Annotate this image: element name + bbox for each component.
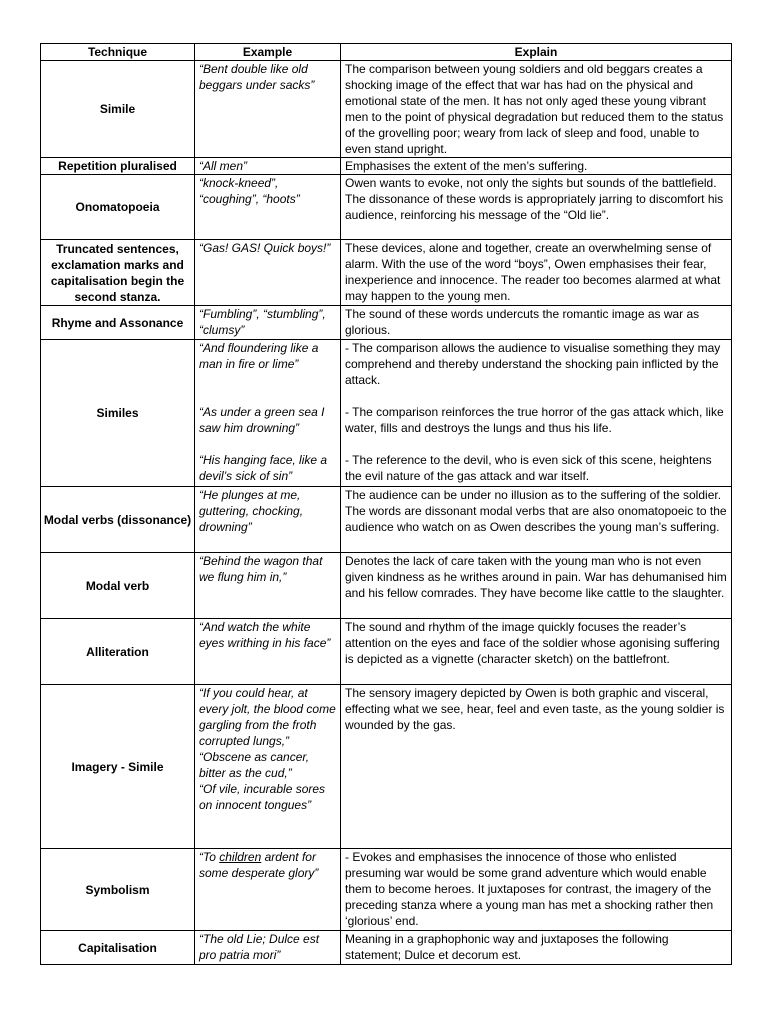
example-cell [195,849,341,931]
explain-text: The comparison between young soldiers and old beggars creates a shocking image of the effect that war has had on the physical and emotional state of the men. It has not only aged these young vibrant men to the point of physical degradation but reduced them to the status of the grovelling poor; weary from lack of sleep and food, unable to even stand upright. [345,62,724,156]
technique-cell: Symbolism [41,849,195,931]
example-cell [195,931,341,965]
technique-cell: Repetition pluralised [41,158,195,175]
explain-cell [341,685,732,849]
explain-text: Denotes the lack of care taken with the young man who is not even given kindness as he writhes around in pain. War has dehumanised him and his fellow comrades. They have become like cattle to the slaughter. [345,554,727,600]
header-explain: Explain [341,44,732,61]
example-text: “If you could hear, at every jolt, the blood come gargling from the froth corrupted lungs,” [199,686,336,748]
underlined-word: children [219,850,262,864]
technique-cell: Truncated sentences, exclamation marks and capitalisation begin the second stanza. [41,240,195,306]
explain-text: The sound of these words undercuts the romantic image as war as glorious. [345,307,700,337]
example-cell [195,487,341,553]
example-cell [195,553,341,619]
example-text [199,849,336,881]
explain-cell [341,61,732,158]
spacer [199,436,336,452]
example-cell [195,340,341,487]
table-row [41,849,732,931]
table-row [41,685,732,849]
example-cell [195,619,341,685]
technique-cell: Rhyme and Assonance [41,306,195,340]
explain-cell [341,849,732,931]
explain-text: The sensory imagery depicted by Owen is both graphic and visceral, effecting what we see, hear, feel and even taste, as the young soldier is wounded by the gas. [345,686,725,732]
explain-text: - The comparison allows the audience to visualise something they may comprehend and thereby understand the shocking pain inflicted by the attack. [345,341,721,387]
technique-cell: Alliteration [41,619,195,685]
explain-text: The audience can be under no illusion as to the suffering of the soldier. The words are dissonant modal verbs that are also onomatopoeic to the audience who watch on as Owen describes the young man’s suffering. [345,488,727,534]
explain-text: Emphasises the extent of the men’s suffering. [345,159,588,173]
header-example: Example [195,44,341,61]
table-row [41,619,732,685]
explain-cell [341,487,732,553]
example-text: “He plunges at me, guttering, chocking, drowning” [199,488,304,534]
example-cell [195,685,341,849]
table-row [41,240,732,306]
example-cell [195,61,341,158]
technique-cell: Modal verbs (dissonance) [41,487,195,553]
example-text: “knock-kneed”, “coughing”, “hoots” [199,176,300,206]
table-row [41,931,732,965]
page [40,43,731,965]
table-row [41,487,732,553]
example-cell [195,175,341,240]
example-text: “Bent double like old beggars under sacks” [199,62,315,92]
explain-cell [341,340,732,487]
analysis-table [40,43,732,965]
explain-cell [341,619,732,685]
explain-text: - The comparison reinforces the true horror of the gas attack which, like water, fills and destroys the lungs and thus his life. [345,405,724,435]
explain-text: Owen wants to evoke, not only the sights but sounds of the battlefield. The dissonance of these words is appropriately jarring to discomfort his audience, reinforcing his message of the “Old lie”. [345,176,724,222]
spacer [345,436,727,452]
example-text: “As under a green sea I saw him drowning” [199,405,325,435]
example-text-start: “To [199,850,220,864]
spacer [345,388,727,404]
example-cell [195,306,341,340]
explain-text: The sound and rhythm of the image quickly focuses the reader’s attention on the eyes and face of the soldier whose agonising suffering is depicted as a vignette (character sketch) on the battlefront. [345,620,720,666]
explain-text: - Evokes and emphasises the innocence of those who enlisted presuming war would be some grand adventure which would enable them to become heroes. It juxtaposes for contrast, the imagery of the preceding stanza where a young man has met a shocking rather then ‘glorious’ end. [345,850,714,928]
explain-cell [341,931,732,965]
table-row [41,340,732,487]
example-text: “Gas! GAS! Quick boys!” [199,241,331,255]
technique-cell: Similes [41,340,195,487]
technique-cell: Imagery - Simile [41,685,195,849]
table-row [41,306,732,340]
table-row [41,61,732,158]
example-text: “Obscene as cancer, bitter as the cud,” [199,750,310,780]
technique-cell: Simile [41,61,195,158]
technique-cell: Onomatopoeia [41,175,195,240]
explain-cell [341,240,732,306]
explain-cell [341,175,732,240]
technique-cell: Modal verb [41,553,195,619]
example-text: “Of vile, incurable sores on innocent tongues” [199,782,326,812]
example-text: “The old Lie; Dulce est pro patria mori” [199,932,320,962]
example-text-end: ardent for some desperate glory” [199,850,319,880]
spacer [199,372,336,404]
explain-text: These devices, alone and together, create an overwhelming sense of alarm. With the use of the word “boys”, Owen emphasises their fear, inexperience and innocence. The reader too becomes alarmed at what may happen to the young men. [345,241,721,303]
example-cell [195,158,341,175]
explain-text: - The reference to the devil, who is even sick of this scene, heightens the evil nature of the gas attack and war itself. [345,453,712,483]
explain-text: Meaning in a graphophonic way and juxtaposes the following statement; Dulce et decorum est. [345,932,669,962]
table-row [41,175,732,240]
example-text: “And watch the white eyes writhing in his face” [199,620,331,650]
explain-cell [341,306,732,340]
example-text: “Fumbling”, “stumbling”, “clumsy” [199,307,326,337]
example-text: “Behind the wagon that we flung him in,” [199,554,323,584]
example-text: “All men” [199,159,248,173]
example-text: “And floundering like a man in fire or lime” [199,341,319,371]
technique-cell: Capitalisation [41,931,195,965]
explain-cell [341,158,732,175]
example-text: “His hanging face, like a devil’s sick of sin” [199,453,328,483]
example-cell [195,240,341,306]
explain-cell [341,553,732,619]
table-row [41,158,732,175]
table-row [41,553,732,619]
header-row [41,44,732,61]
header-technique: Technique [41,44,195,61]
